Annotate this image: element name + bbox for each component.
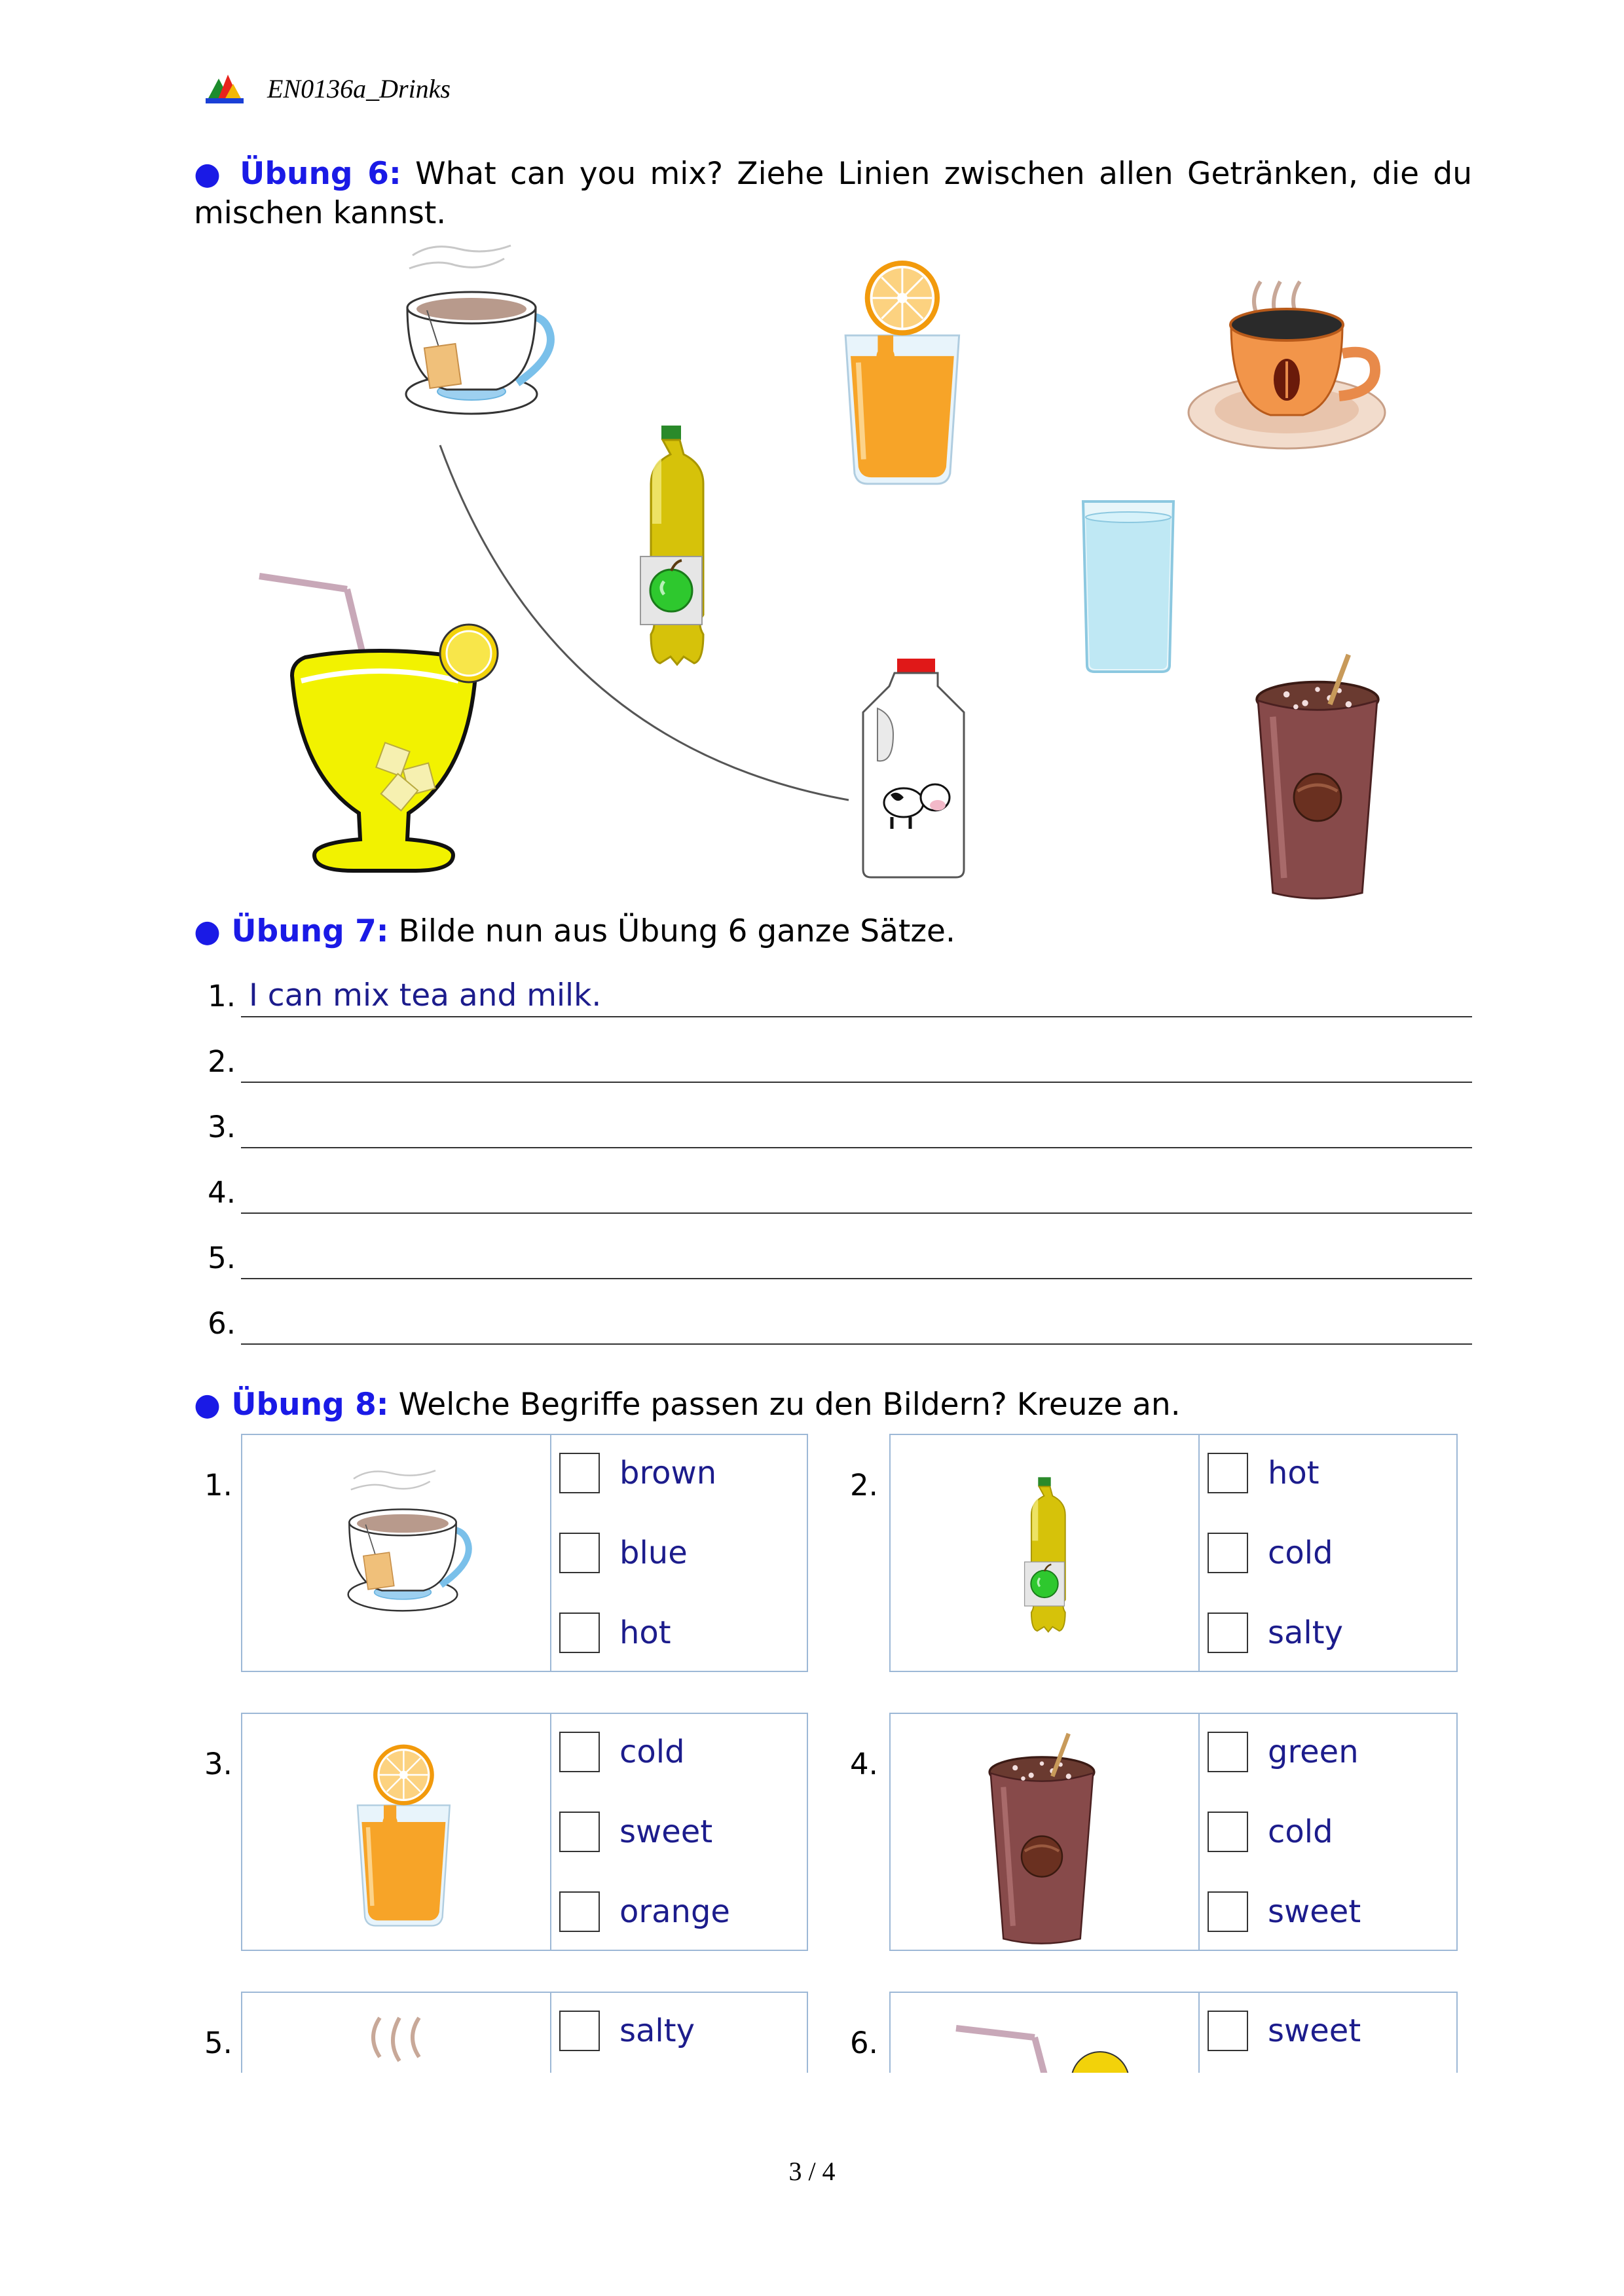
- coffee-cup-icon: [347, 2011, 465, 2073]
- item-picture: [242, 1993, 551, 2073]
- coffee-cup-icon[interactable]: [1185, 262, 1388, 458]
- option-label: sweet: [1268, 2013, 1361, 2049]
- answer-line[interactable]: [202, 1305, 1472, 1345]
- option[interactable]: [559, 1609, 671, 1656]
- option-label: green: [1268, 1734, 1359, 1770]
- option[interactable]: [1208, 1888, 1361, 1935]
- option-label: hot: [1268, 1455, 1320, 1491]
- answer-line[interactable]: [202, 978, 1472, 1017]
- item-picture: [242, 1714, 551, 1950]
- checkbox[interactable]: [559, 1891, 600, 1932]
- answer-line[interactable]: [202, 1044, 1472, 1083]
- checkbox[interactable]: [1208, 1732, 1248, 1772]
- mountain-logo-icon: [204, 72, 245, 105]
- writing-line: [241, 1278, 1472, 1279]
- checkbox[interactable]: [1208, 1891, 1248, 1932]
- option-label: cold: [1268, 1813, 1333, 1850]
- item-number: 2.: [850, 1468, 878, 1503]
- option[interactable]: [559, 1728, 685, 1776]
- exercise-8-heading: [194, 1385, 1181, 1425]
- quiz-item: [241, 1713, 808, 1951]
- juice-bottle-icon: [1008, 1461, 1080, 1652]
- exercise-7-instruction: Bilde nun aus Übung 6 ganze Sätze.: [398, 913, 955, 949]
- exercise-7-heading: [194, 912, 955, 951]
- item-number: 5.: [204, 2026, 232, 2060]
- option[interactable]: [559, 1449, 716, 1497]
- option-label: cold: [619, 1734, 685, 1770]
- item-picture: [242, 1435, 551, 1671]
- exercise-6-instruction: What can you mix? Ziehe Linien zwischen allen Getränken, die du mischen kannst.: [194, 156, 1472, 231]
- checkbox[interactable]: [559, 2011, 600, 2051]
- orange-juice-icon[interactable]: [832, 259, 963, 485]
- page-number: 3 / 4: [788, 2157, 836, 2186]
- option-label: hot: [619, 1614, 671, 1651]
- item-number: 6.: [850, 2026, 878, 2060]
- option-label: sweet: [1268, 1893, 1361, 1930]
- quiz-item: [241, 1434, 808, 1672]
- checkbox[interactable]: [1208, 2011, 1248, 2051]
- quiz-item: [889, 1434, 1458, 1672]
- quiz-item: [241, 1992, 808, 2073]
- water-glass-icon[interactable]: [1079, 498, 1177, 674]
- checkbox[interactable]: [1208, 1453, 1248, 1493]
- exercise-6-heading: [194, 155, 1472, 233]
- answer-line[interactable]: [202, 1175, 1472, 1214]
- checkbox[interactable]: [1208, 1812, 1248, 1852]
- option[interactable]: [559, 1808, 712, 1855]
- option-label: cold: [1268, 1535, 1333, 1571]
- option-label: brown: [619, 1455, 717, 1491]
- item-picture: [891, 1435, 1200, 1671]
- option-label: sweet: [619, 1813, 713, 1850]
- option[interactable]: [559, 1529, 688, 1576]
- document-id: EN0136a_Drinks: [267, 73, 451, 103]
- option-label: salty: [1268, 1614, 1343, 1651]
- item-number: 3.: [204, 1747, 232, 1781]
- quiz-item: [889, 1992, 1458, 2073]
- line-answer-text: I can mix tea and milk.: [249, 977, 602, 1013]
- orange-juice-icon: [347, 1740, 452, 1930]
- writing-line: [241, 1212, 1472, 1214]
- checkbox[interactable]: [559, 1812, 600, 1852]
- option[interactable]: [1208, 1609, 1343, 1656]
- exercise-8-label: ● Übung 8:: [194, 1387, 389, 1423]
- item-number: 1.: [204, 1468, 232, 1503]
- option[interactable]: [1208, 1728, 1359, 1776]
- milk-jug-icon[interactable]: [858, 657, 969, 880]
- item-picture: [891, 1993, 1200, 2073]
- line-number: 1.: [208, 979, 236, 1013]
- writing-line: [241, 1343, 1472, 1345]
- option[interactable]: [1208, 1529, 1333, 1576]
- line-number: 4.: [208, 1175, 236, 1210]
- item-picture: [891, 1714, 1200, 1950]
- answer-line[interactable]: [202, 1240, 1472, 1279]
- writing-line: [241, 1147, 1472, 1148]
- option[interactable]: [559, 1888, 730, 1935]
- line-number: 3.: [208, 1110, 236, 1144]
- option[interactable]: [1208, 2007, 1361, 2054]
- exercise-8-instruction: Welche Begriffe passen zu den Bildern? Kreuze an.: [398, 1387, 1181, 1423]
- exercise-6-label: ● Übung 6:: [194, 156, 401, 192]
- quiz-item: [889, 1713, 1458, 1951]
- option-label: orange: [619, 1893, 730, 1930]
- exercise-7-label: ● Übung 7:: [194, 913, 389, 949]
- answer-line[interactable]: [202, 1109, 1472, 1148]
- checkbox[interactable]: [559, 1613, 600, 1653]
- tea-cup-icon[interactable]: [373, 242, 570, 439]
- option-label: salty: [619, 2013, 695, 2049]
- line-number: 5.: [208, 1241, 236, 1275]
- checkbox[interactable]: [1208, 1533, 1248, 1573]
- checkbox[interactable]: [559, 1453, 600, 1493]
- tea-cup-icon: [321, 1468, 485, 1631]
- writing-line: [241, 1082, 1472, 1083]
- hot-chocolate-icon: [987, 1734, 1096, 1937]
- line-number: 6.: [208, 1306, 236, 1341]
- option[interactable]: [1208, 1449, 1320, 1497]
- item-number: 4.: [850, 1747, 878, 1781]
- checkbox[interactable]: [1208, 1613, 1248, 1653]
- option[interactable]: [559, 2007, 695, 2054]
- line-number: 2.: [208, 1044, 236, 1079]
- writing-line: [241, 1016, 1472, 1017]
- option-label: blue: [619, 1535, 688, 1571]
- hot-chocolate-icon[interactable]: [1252, 655, 1383, 890]
- connecting-line: [432, 439, 851, 805]
- page-header: [204, 72, 451, 105]
- checkbox[interactable]: [559, 1732, 600, 1772]
- option[interactable]: [1208, 1808, 1333, 1855]
- checkbox[interactable]: [559, 1533, 600, 1573]
- lemonade-icon: [956, 2009, 1139, 2073]
